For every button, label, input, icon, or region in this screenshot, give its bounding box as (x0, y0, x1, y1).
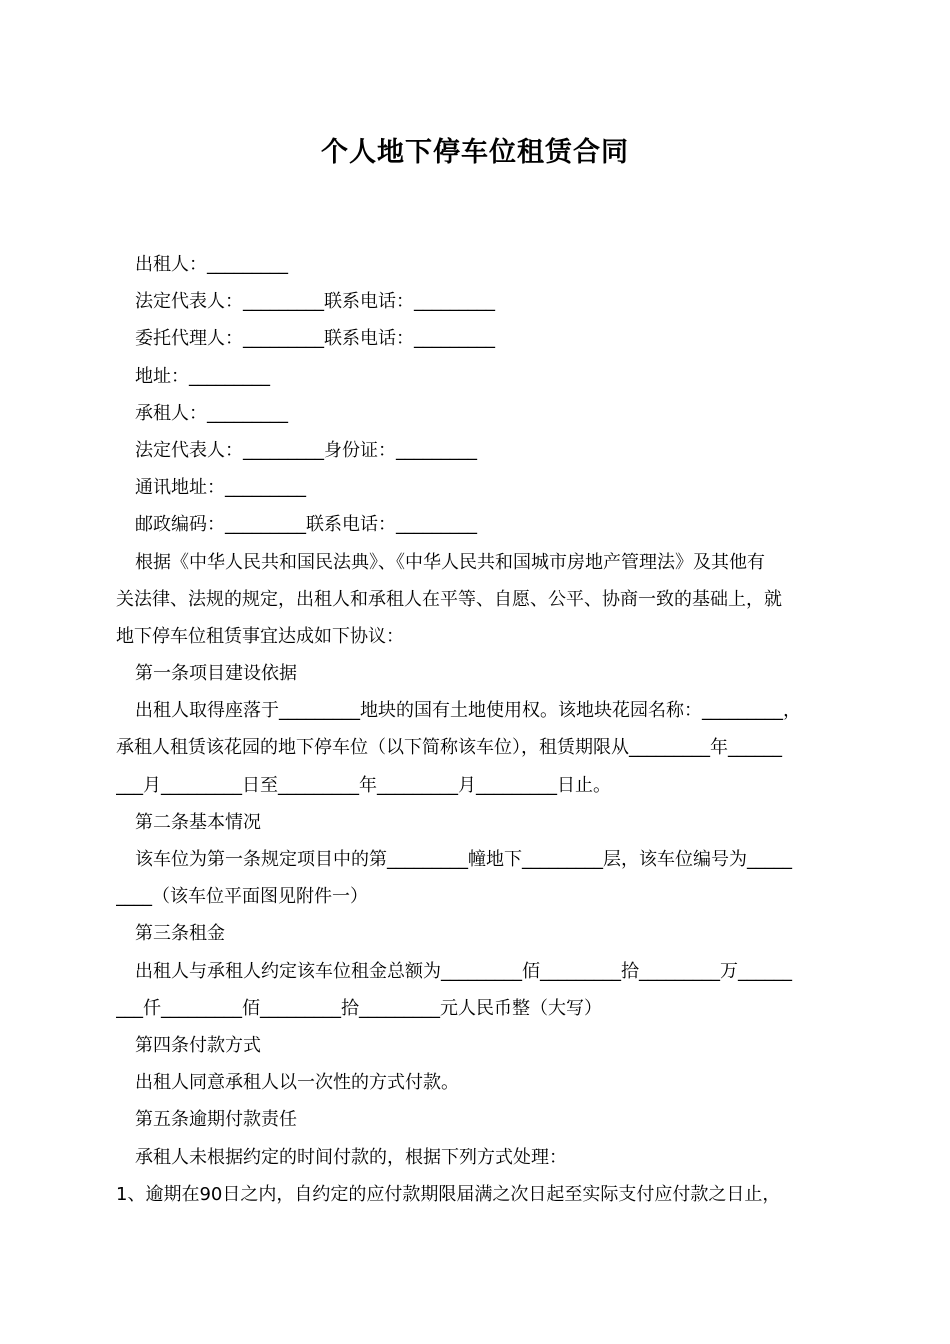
lessor-address-field: 地址：_________ (135, 365, 270, 387)
article-2-line-1: 该车位为第一条规定项目中的第_________幢地下_________层，该车位编号为_____ (135, 849, 792, 870)
lessor-field: 出租人：_________ (135, 254, 288, 275)
article-3-line-2: ___仟_________佰_________拾_________元人民币整（大写） (116, 997, 602, 1019)
article-3-line-1: 出租人与承租人约定该车位租金总额为_________佰_________拾_________万______ (135, 960, 792, 982)
document-body (116, 246, 846, 1213)
article-1-line-1: 出租人取得座落于_________地块的国有土地使用权。该地块花园名称：_________， (135, 700, 801, 722)
article-4-heading: 第四条付款方式 (135, 1034, 261, 1056)
lessor-agent-field: 委托代理人：_________联系电话：_________ (135, 328, 495, 350)
article-4-line-1: 出租人同意承租人以一次性的方式付款。 (135, 1072, 459, 1094)
article-5-item-1: 1、逾期在90日之内，自约定的应付款期限届满之次日起至实际支付应付款之日止， (116, 1183, 781, 1205)
lessee-legal-rep-field: 法定代表人：_________身份证：_________ (135, 439, 477, 461)
article-5-line-1: 承租人未根据约定的时间付款的，根据下列方式处理： (135, 1146, 567, 1168)
article-2-line-2: ____（该车位平面图见附件一） (116, 886, 368, 908)
document-title: 个人地下停车位租赁合同 (321, 137, 629, 168)
lessor-legal-rep-field: 法定代表人：_________联系电话：_________ (135, 291, 495, 313)
lessee-postcode-field: 邮政编码：_________联系电话：_________ (135, 514, 477, 536)
preamble-line-1: 根据《中华人民共和国民法典》、《中华人民共和国城市房地产管理法》及其他有 (135, 551, 765, 573)
article-1-line-3: ___月_________日至_________年_________月_________日止。 (116, 774, 611, 796)
preamble-line-2: 关法律、法规的规定，出租人和承租人在平等、自愿、公平、协商一致的基础上，就 (116, 588, 782, 610)
article-2-heading: 第二条基本情况 (135, 811, 261, 833)
preamble-line-3: 地下停车位租赁事宜达成如下协议： (116, 625, 404, 647)
article-1-heading: 第一条项目建设依据 (135, 663, 297, 685)
lessee-field: 承租人：_________ (135, 402, 288, 424)
article-5-heading: 第五条逾期付款责任 (135, 1109, 297, 1131)
lessee-address-field: 通讯地址：_________ (135, 477, 306, 499)
article-3-heading: 第三条租金 (135, 923, 225, 945)
article-1-line-2: 承租人租赁该花园的地下停车位（以下简称该车位），租赁期限从_________年______ (116, 737, 782, 759)
